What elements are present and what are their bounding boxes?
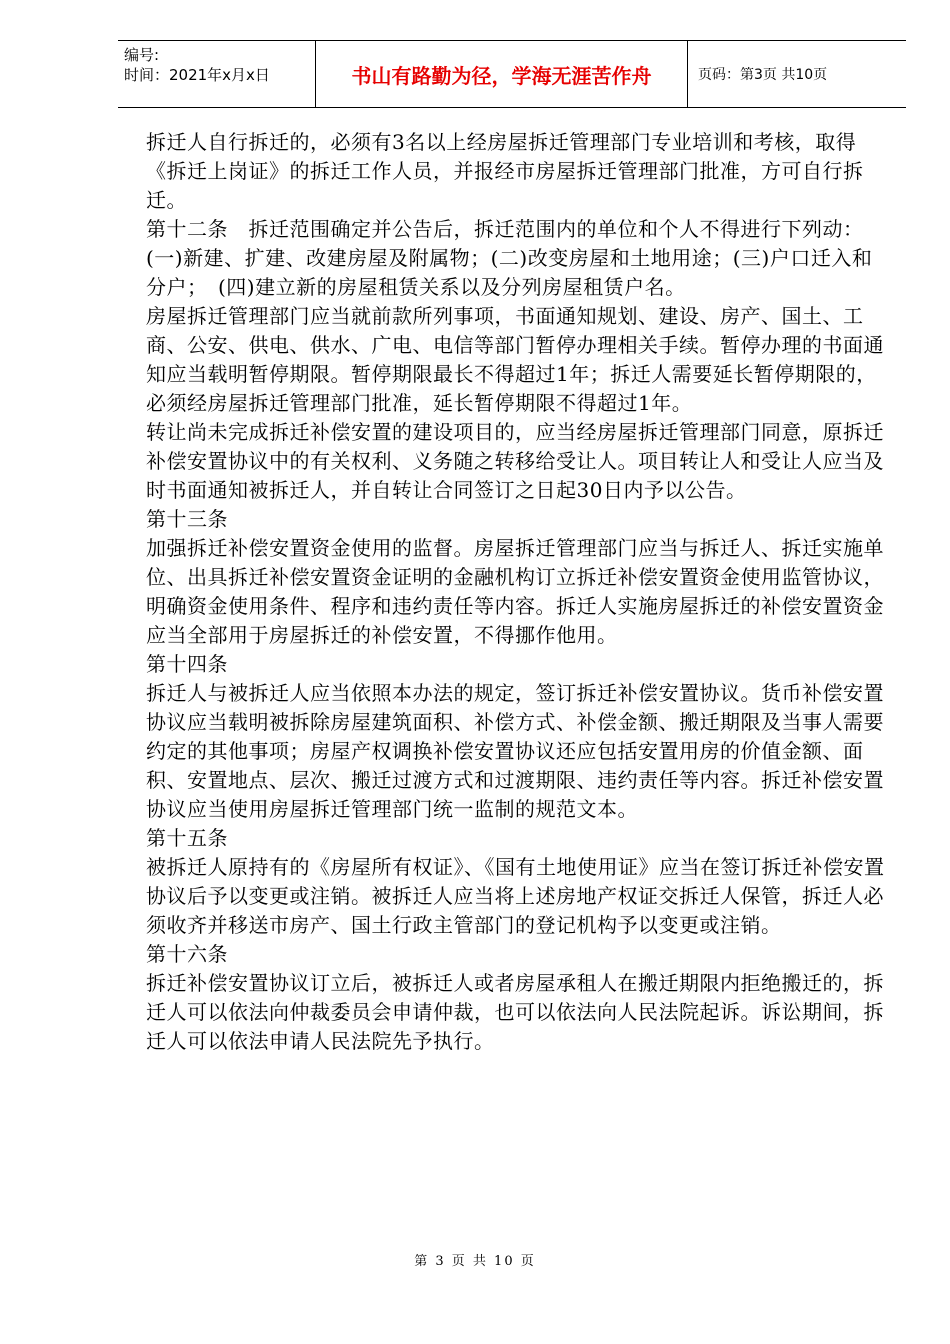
header-motto: 书山有路勤为径，学海无涯苦作舟 <box>316 41 688 107</box>
page-footer: 第 3 页 共 10 页 <box>414 1254 536 1269</box>
paragraph: 被拆迁人原持有的《房屋所有权证》、《国有土地使用证》应当在签订拆迁补偿安置协议后予以变更或注销。被拆迁人应当将上述房地产权证交拆迁人保管，拆迁人必须收齐并移送市房产、国土行政主管部门的登记机构予以变更或注销。 <box>146 855 885 937</box>
document-header <box>118 40 906 108</box>
article-heading: 第十五条 <box>146 826 228 850</box>
header-page-label: 页码：第3页 共10页 <box>698 67 828 83</box>
paragraph: 转让尚未完成拆迁补偿安置的建设项目的，应当经房屋拆迁管理部门同意，原拆迁补偿安置协议中的有关权利、义务随之转移给受让人。项目转让人和受让人应当及时书面通知被拆迁人，并自转让合同签订之日起30日内予以公告。 <box>146 420 884 502</box>
number-label: 编号: <box>124 46 160 64</box>
article-heading: 第十四条 <box>146 652 228 676</box>
paragraph: 第十二条 拆迁范围确定并公告后，拆迁范围内的单位和个人不得进行下列动：(一)新建、扩建、改建房屋及附属物；(二)改变房屋和土地用途；(三)户口迁入和分户； (四)建立新的房屋租赁关系以及分列房屋租赁户名。 <box>146 217 873 299</box>
article-heading: 第十六条 <box>146 942 228 966</box>
document-body <box>146 128 890 1056</box>
paragraph: 拆迁补偿安置协议订立后，被拆迁人或者房屋承租人在搬迁期限内拒绝搬迁的，拆迁人可以依法向仲裁委员会申请仲裁，也可以依法向人民法院起诉。诉讼期间，拆迁人可以依法申请人民法院先予执行。 <box>146 971 884 1053</box>
paragraph: 房屋拆迁管理部门应当就前款所列事项，书面通知规划、建设、房产、国土、工商、公安、供电、供水、广电、电信等部门暂停办理相关手续。暂停办理的书面通知应当载明暂停期限。暂停期限最长不得超过1年；拆迁人需要延长暂停期限的，必须经房屋拆迁管理部门批准，延长暂停期限不得超过1年。 <box>146 304 884 415</box>
time-label: 时间：2021年x月x日 <box>124 66 270 84</box>
article-heading: 第十三条 <box>146 507 228 531</box>
paragraph: 拆迁人自行拆迁的，必须有3名以上经房屋拆迁管理部门专业培训和考核，取得《拆迁上岗证》的拆迁工作人员，并报经市房屋拆迁管理部门批准，方可自行拆迁。 <box>146 130 864 212</box>
header-info-cell <box>118 41 316 107</box>
paragraph: 加强拆迁补偿安置资金使用的监督。房屋拆迁管理部门应当与拆迁人、拆迁实施单位、出具拆迁补偿安置资金证明的金融机构订立拆迁补偿安置资金使用监管协议，明确资金使用条件、程序和违约责任等内容。拆迁人实施房屋拆迁的补偿安置资金应当全部用于房屋拆迁的补偿安置，不得挪作他用。 <box>146 536 884 647</box>
paragraph: 拆迁人与被拆迁人应当依照本办法的规定，签订拆迁补偿安置协议。货币补偿安置协议应当载明被拆除房屋建筑面积、补偿方式、补偿金额、搬迁期限及当事人需要约定的其他事项；房屋产权调换补偿安置协议还应包括安置用房的价值金额、面积、安置地点、层次、搬迁过渡方式和过渡期限、违约责任等内容。拆迁补偿安置协议应当使用房屋拆迁管理部门统一监制的规范文本。 <box>146 681 884 821</box>
